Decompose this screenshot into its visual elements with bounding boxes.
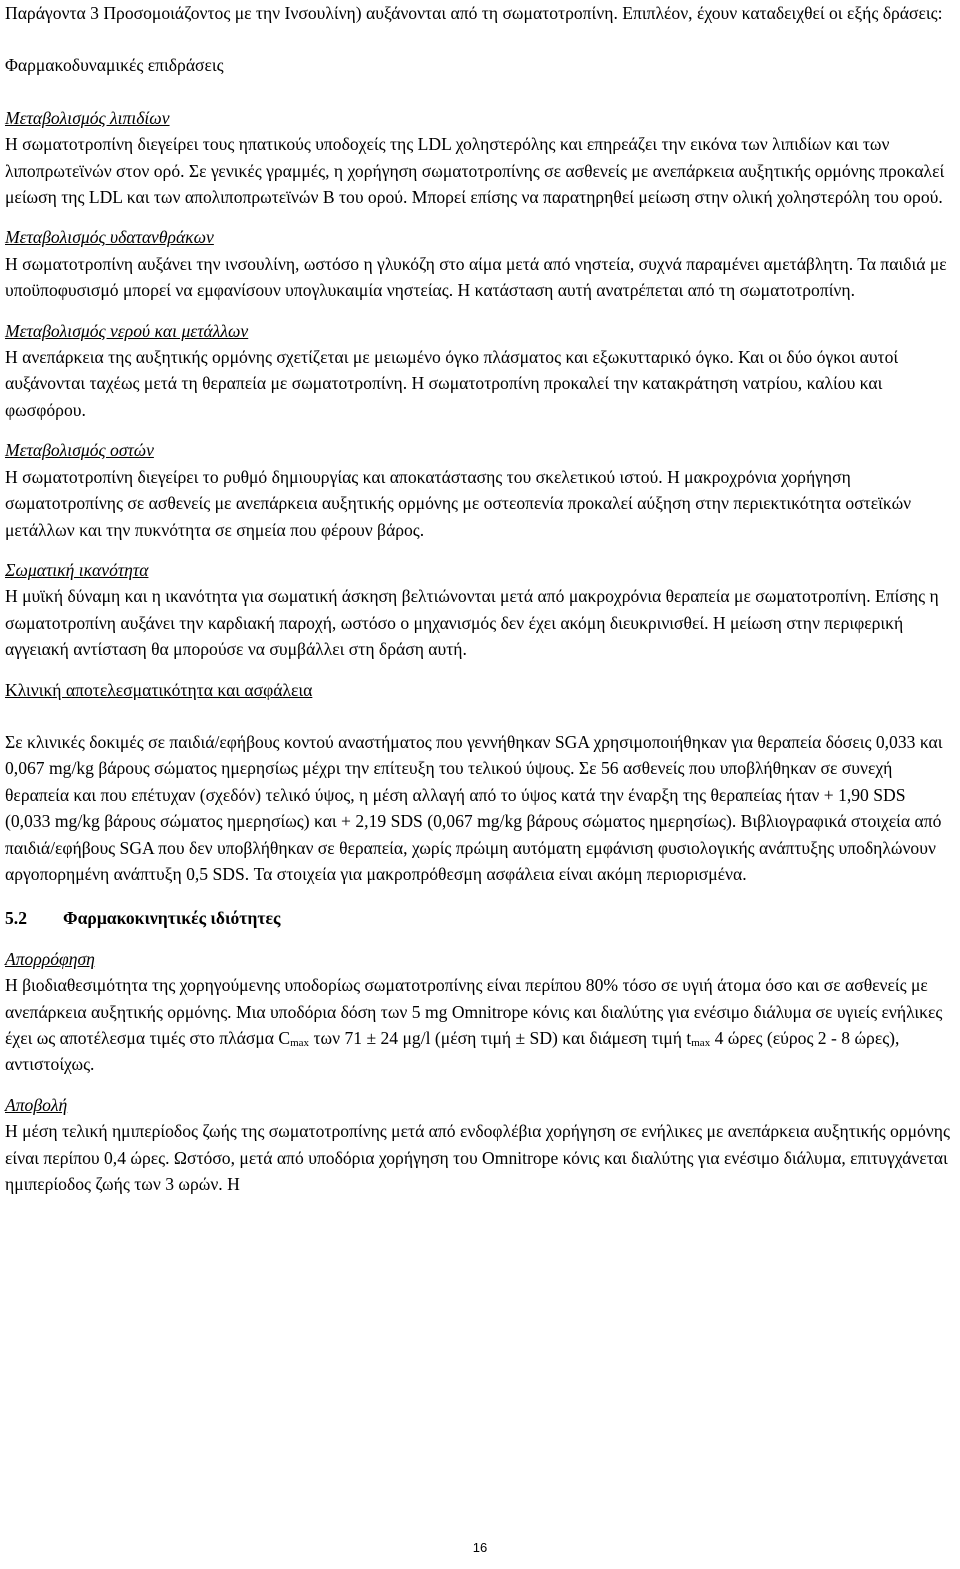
lipid-title: Μεταβολισμός λιπιδίων bbox=[5, 107, 170, 128]
clinical-text: Σε κλινικές δοκιμές σε παιδιά/εφήβους κοντού αναστήματος που γεννήθηκαν SGA χρησιμοποιήθηκαν για θεραπεία δόσεις 0,033 και 0,067 mg/kg βάρους σώματος ημερησίως μέχρι την επίτευξη του τελικού ύψους. Σε 56 ασθενείς που υποβλήθηκαν σε συνεχή θεραπεία και που επέτυχαν (σχεδόν) τελικό ύψος, η μέση αλλαγή από το ύψος κατά την έναρξη της θεραπείας ήταν + 1,90 SDS (0,033 mg/kg βάρους σώματος ημερησίως) και + 2,19 SDS (0,067 mg/kg βάρους σώματος ημερησίως). Βιβλιογραφικά στοιχεία από παιδιά/εφήβους SGA που δεν υποβλήθηκαν σε θεραπεία, χωρίς πρώιμη αυτόματη εμφάνιση φυσιολογικής ανάπτυξης υποδηλώνουν αργοπορημένη ανάπτυξη 0,5 SDS. Τα στοιχεία για μακροπρόθεσμη ασφάλεια είναι ακόμη περιορισμένα. bbox=[5, 731, 943, 884]
bone-title: Μεταβολισμός οστών bbox=[5, 440, 154, 461]
water-title: Μεταβολισμός νερού και μετάλλων bbox=[5, 320, 249, 341]
physical-title: Σωματική ικανότητα bbox=[5, 559, 149, 580]
section-title: Φαρμακοκινητικές ιδιότητες bbox=[63, 908, 281, 929]
absorption-text bbox=[5, 972, 950, 1078]
elimination-title: Αποβολή bbox=[5, 1094, 68, 1115]
tmax-subscript: max bbox=[691, 1037, 711, 1049]
water-text: Η ανεπάρκεια της αυξητικής ορμόνης σχετίζεται με μειωμένο όγκο πλάσματος και εξωκυτταρικό όγκο. Και οι δύο όγκοι αυτοί αυξάνονται ταχέως μετά τη θεραπεία με σωματοτροπίνη. Η σωματοτροπίνη προκαλεί την κατακράτηση νατρίου, καλίου και φωσφόρου. bbox=[5, 347, 899, 420]
carb-text: Η σωματοτροπίνη αυξάνει την ινσουλίνη, ωστόσο η γλυκόζη στο αίμα μετά από νηστεία, συχνά παραμένει αμετάβλητη. Τα παιδιά με υποϋποφυσισμό μπορεί να εμφανίσουν υπογλυκαιμία νηστείας. Η κατάσταση αυτή ανατρέπεται από τη σωματοτροπίνη. bbox=[5, 253, 947, 301]
section-number: 5.2 bbox=[5, 908, 27, 929]
absorption-text-part-c: 4 ώρες (εύρος 2 - 8 ώρες), αντιστοίχως. bbox=[5, 1028, 900, 1075]
bone-text: Η σωματοτροπίνη διεγείρει το ρυθμό δημιουργίας και αποκατάστασης του σκελετικού ιστού. Η μακροχρόνια χορήγηση σωματοτροπίνης σε ασθενείς με ανεπάρκεια αυξητικής ορμόνης με οστεοπενία προκαλεί αύξηση στην περιεκτικότητα οστεϊκών μετάλλων και την πυκνότητα σε σημεία που φέρουν βάρος. bbox=[5, 466, 912, 540]
page-number: 16 bbox=[472, 1540, 488, 1555]
intro-paragraph: Παράγοντα 3 Προσομοιάζοντος με την Ινσουλίνη) αυξάνονται από τη σωματοτροπίνη. Επιπλέον, έχουν καταδειχθεί οι εξής δράσεις: bbox=[5, 3, 943, 23]
pharmacodynamic-title: Φαρμακοδυναμικές επιδράσεις bbox=[5, 55, 224, 76]
clinical-title: Κλινική αποτελεσματικότητα και ασφάλεια bbox=[5, 679, 313, 700]
absorption-text-part-b: των 71 ± 24 μg/l (μέση τιμή ± SD) και διάμεση τιμή t bbox=[309, 1028, 692, 1048]
cmax-subscript: max bbox=[290, 1037, 310, 1049]
section-heading bbox=[5, 905, 950, 931]
document-page bbox=[5, 0, 950, 1197]
lipid-text: Η σωματοτροπίνη διεγείρει τους ηπατικούς υποδοχείς της LDL χοληστερόλης και επηρεάζει την εικόνα των λιπιδίων και των λιποπρωτεϊνών στον ορό. Σε γενικές γραμμές, η χορήγηση σωματοτροπίνης σε ασθενείς με ανεπάρκεια αυξητικής ορμόνης προκαλεί μείωση της LDL και των απολιποπρωτεϊνών Β του ορού. Μπορεί επίσης να παρατηρηθεί μείωση στην ολική χοληστερόλη του ορού. bbox=[5, 134, 945, 208]
absorption-text-part-a: Η βιοδιαθεσιμότητα της χορηγούμενης υποδορίως σωματοτροπίνης είναι περίπου 80% τόσο σε υγιή άτομα όσο και σε ασθενείς με ανεπάρκεια αυξητικής ορμόνης. Μια υποδόρια δόση των 5 mg Omnitrope κόνις και διαλύτης για ενέσιμο διάλυμα σε υγιείς ενήλικες έχει ως αποτέλεσμα τιμές στο πλάσμα C bbox=[5, 975, 943, 1048]
physical-text: Η μυϊκή δύναμη και η ικανότητα για σωματική άσκηση βελτιώνονται μετά από μακροχρόνια θεραπεία με σωματοτροπίνη. Επίσης η σωματοτροπίνη αυξάνει την καρδιακή παροχή, ωστόσο ο μηχανισμός δεν έχει ακόμη διευκρινισθεί. Η μείωση στην περιφερική αγγειακή αντίσταση θα μπορούσε να συμβάλλει στη δράση αυτή. bbox=[5, 586, 939, 660]
carb-title: Μεταβολισμός υδατανθράκων bbox=[5, 227, 214, 248]
elimination-text: Η μέση τελική ημιπερίοδος ζωής της σωματοτροπίνης μετά από ενδοφλέβια χορήγηση σε ενήλικες με ανεπάρκεια αυξητικής ορμόνης είναι περίπου 0,4 ώρες. Ωστόσο, μετά από υποδόρια χορήγηση του Omnitrope κόνις και διαλύτης για ενέσιμο διάλυμα, επιτυγχάνεται ημιπερίοδος ζωής των 3 ωρών. Η bbox=[5, 1121, 950, 1195]
absorption-title: Απορρόφηση bbox=[5, 948, 95, 969]
